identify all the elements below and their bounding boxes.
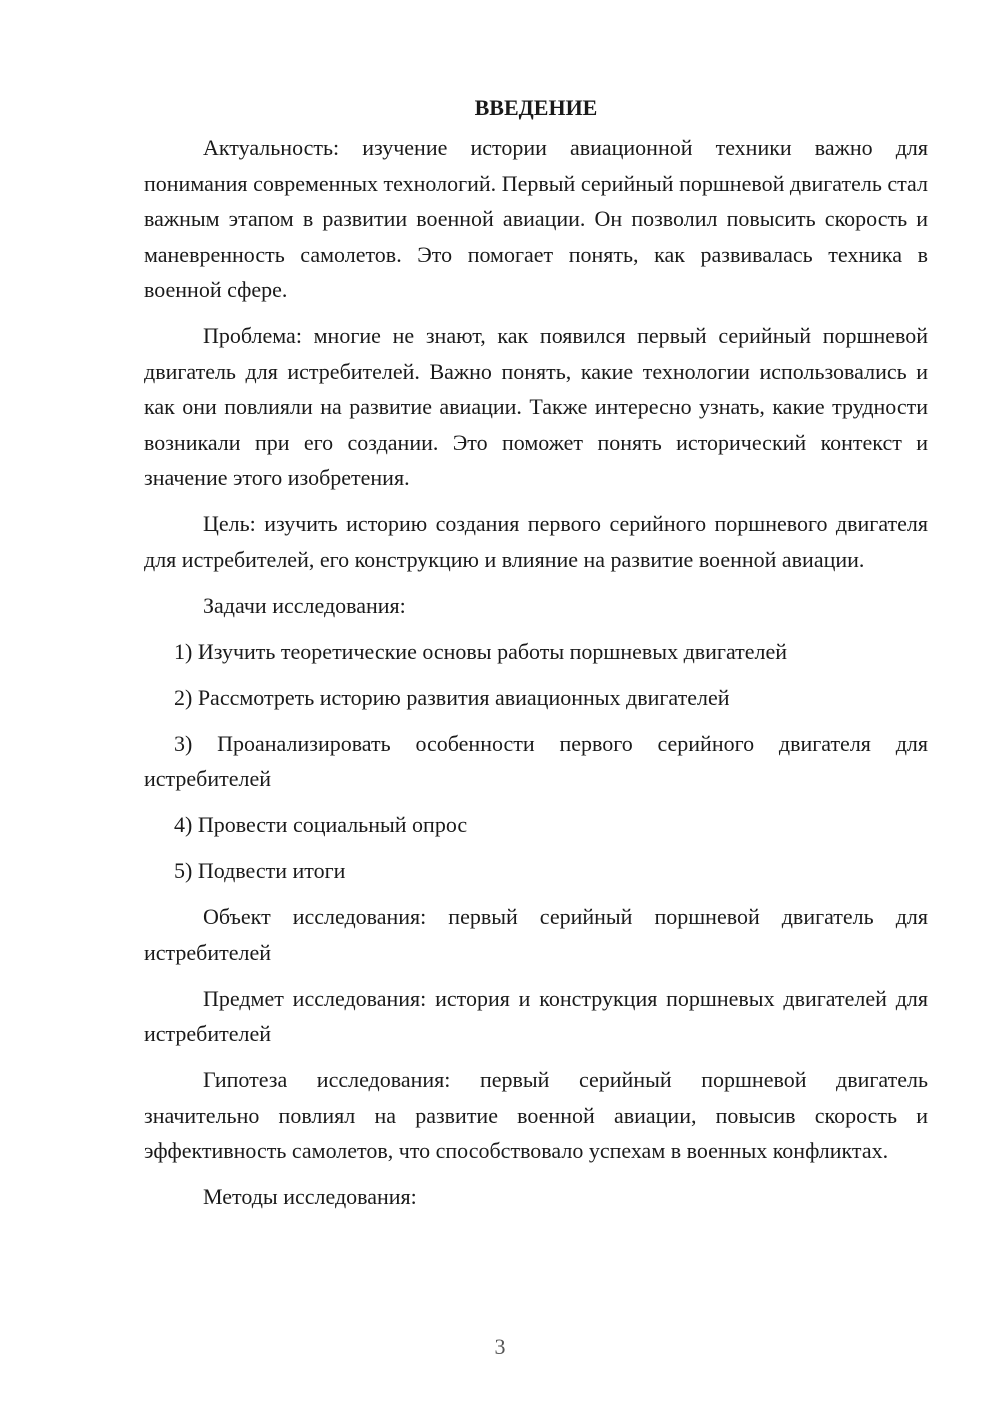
page-number: 3 — [494, 1334, 506, 1359]
paragraph-goal: Цель: изучить историю создания первого серийного поршневого двигателя для истребителей, его конструкцию и влияние на развитие военной авиации. — [144, 511, 928, 572]
task-item: 5) Подвести итоги — [174, 858, 346, 883]
task-item: 4) Провести социальный опрос — [174, 812, 468, 837]
paragraph-problem: Проблема: многие не знают, как появился первый серийный поршневой двигатель для истребителей. Важно понять, какие технологии использовались и как они повлияли на развитие авиации. Также интересно узнать, какие трудности возникали при его создании. Это поможет понять исторический контекст и значение этого изобретения. — [144, 323, 928, 490]
paragraph-tasks-heading: Задачи исследования: — [203, 592, 406, 618]
paragraph-relevance: Актуальность: изучение истории авиационной техники важно для понимания современных технологий. Первый серийный поршневой двигатель стал важным этапом в развитии военной авиации. Он позволил повысить скорость и маневренность самолетов. Это помогает понять, как развивалась техника в военной сфере. — [144, 135, 928, 302]
paragraph-object: Объект исследования: первый серийный поршневой двигатель для истребителей — [144, 904, 928, 965]
task-item: 3) Проанализировать особенности первого серийного двигателя для истребителей — [144, 730, 928, 791]
paragraph-subject: Предмет исследования: история и конструкция поршневых двигателей для истребителей — [144, 985, 928, 1046]
task-item: 2) Рассмотреть историю развития авиационных двигателей — [174, 684, 730, 710]
document-page — [144, 90, 928, 1225]
paragraph-methods-heading: Методы исследования: — [203, 1184, 417, 1209]
task-item: 1) Изучить теоретические основы работы поршневых двигателей — [174, 638, 788, 664]
section-title: ВВЕДЕНИЕ — [474, 95, 598, 120]
paragraph-hypothesis: Гипотеза исследования: первый серийный поршневой двигатель значительно повлиял на развитие военной авиации, повысив скорость и эффективность самолетов, что способствовало успехам в военных конфликтах. — [144, 1067, 928, 1163]
